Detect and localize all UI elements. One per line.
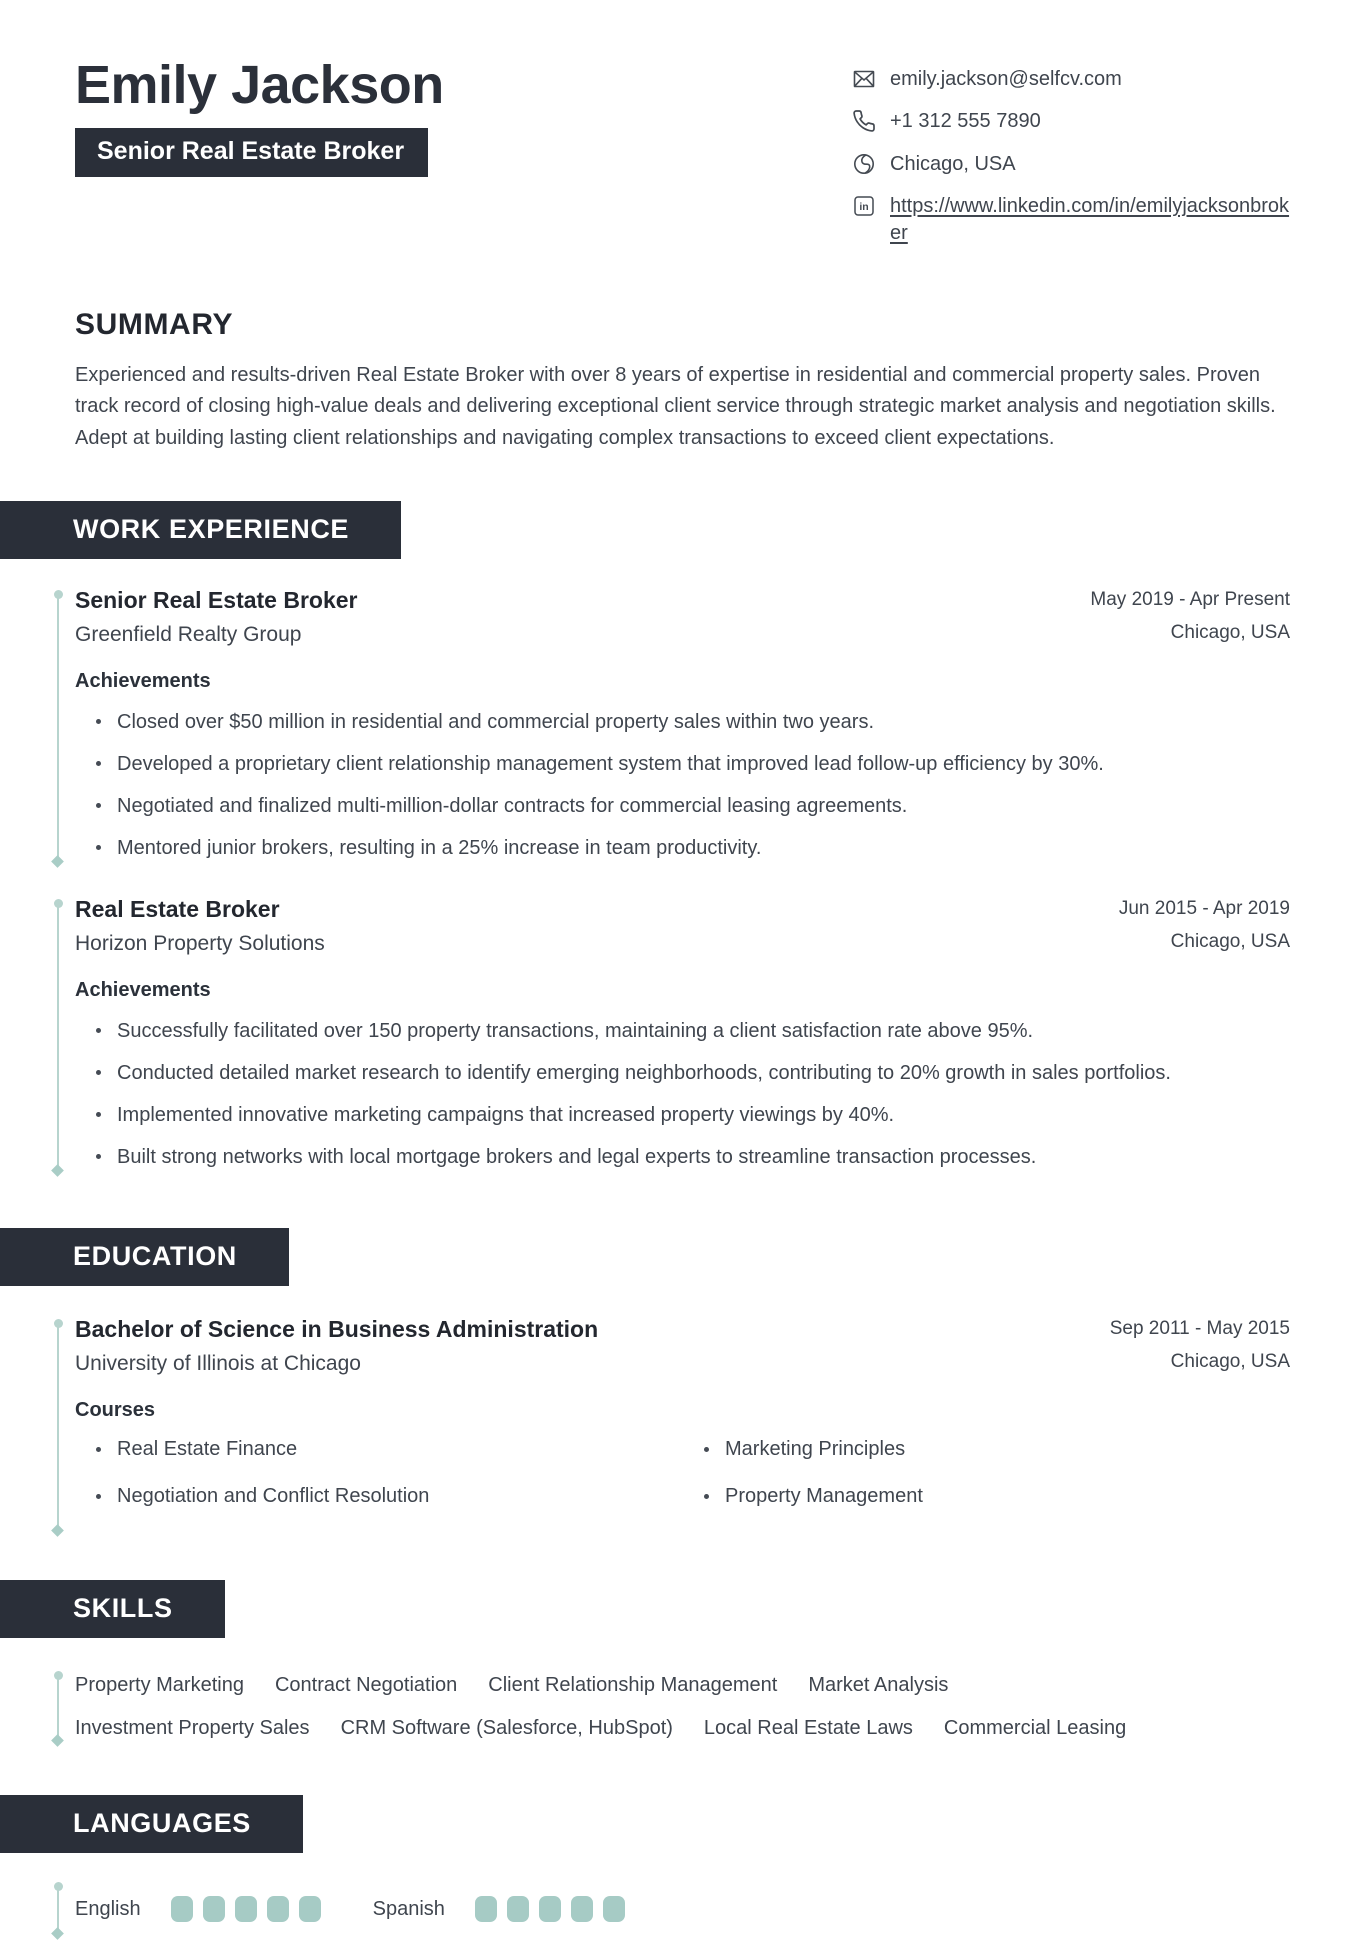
achievements-list: [75, 708, 1290, 863]
contact-phone: +1 312 555 7890: [890, 110, 1041, 133]
envelope-icon: [852, 67, 876, 91]
achievement-item: Successfully facilitated over 150 property transactions, maintaining a client satisfaction rate above 95%.: [117, 1017, 1290, 1046]
job-entry-senior-broker: [75, 587, 1290, 863]
summary-heading: SUMMARY: [75, 307, 234, 341]
timeline-accent: [57, 1678, 59, 1736]
course-item: Negotiation and Conflict Resolution: [75, 1485, 683, 1508]
education-header: [75, 1316, 1290, 1376]
degree-title: Bachelor of Science in Business Administration: [75, 1316, 599, 1343]
identity-block: [75, 54, 444, 262]
job-entry-broker: [75, 896, 1290, 1172]
language-name: English: [75, 1897, 141, 1920]
achievement-item: Closed over $50 million in residential and commercial property sales within two years.: [117, 708, 1290, 737]
achievement-item: Developed a proprietary client relationship management system that improved lead follow-up efficiency by 30%.: [117, 750, 1290, 779]
education-dates: Sep 2011 - May 2015: [1109, 1318, 1290, 1340]
person-name: Emily Jackson: [75, 55, 444, 115]
language-level-english: [171, 1896, 321, 1922]
skill-item: Market Analysis: [808, 1674, 949, 1697]
job-title: Real Estate Broker: [75, 896, 280, 923]
skill-item: CRM Software (Salesforce, HubSpot): [340, 1717, 673, 1740]
timeline-accent: [57, 597, 59, 857]
level-square: [171, 1896, 193, 1922]
skill-item: Local Real Estate Laws: [703, 1717, 913, 1740]
level-square: [571, 1896, 593, 1922]
education-section: [0, 1228, 1350, 1532]
job-header: [75, 896, 1290, 956]
job-dates: May 2019 - Apr Present: [1090, 589, 1290, 611]
level-square: [267, 1896, 289, 1922]
languages-heading: LANGUAGES: [0, 1795, 303, 1853]
course-item: Property Management: [683, 1485, 1290, 1508]
achievement-item: Conducted detailed market research to identify emerging neighborhoods, contributing to 20% growth in sales portfolios.: [117, 1059, 1290, 1088]
timeline-accent: [57, 1326, 59, 1526]
skill-item: Client Relationship Management: [488, 1674, 778, 1697]
job-company: Greenfield Realty Group: [75, 623, 302, 647]
timeline-accent: [57, 906, 59, 1166]
level-square: [603, 1896, 625, 1922]
skill-item: Contract Negotiation: [274, 1674, 458, 1697]
education-entry: [75, 1316, 1290, 1532]
contact-phone-row: [852, 108, 1290, 134]
language-name: Spanish: [372, 1897, 445, 1920]
language-item-english: [75, 1896, 321, 1922]
summary-text: Experienced and results-driven Real Estate Broker with over 8 years of expertise in residential and commercial property sales. Proven track record of closing high-value deals and delivering exceptional client service through strategic market analysis and negotiation skills. Adept at building lasting client relationships and navigating complex transactions to exceed client expectations.: [75, 363, 1276, 449]
job-location: Chicago, USA: [1170, 622, 1290, 644]
achievement-item: Implemented innovative marketing campaigns that increased property viewings by 40%.: [117, 1101, 1290, 1130]
level-square: [299, 1896, 321, 1922]
skill-item: Commercial Leasing: [943, 1717, 1127, 1740]
contact-email: emily.jackson@selfcv.com: [890, 68, 1122, 90]
job-location: Chicago, USA: [1170, 931, 1290, 953]
level-square: [539, 1896, 561, 1922]
globe-icon: [852, 152, 876, 176]
contact-block: [852, 54, 1290, 262]
job-header: [75, 587, 1290, 647]
work-experience-section: [0, 501, 1350, 1172]
achievement-item: Mentored junior brokers, resulting in a 25% increase in team productivity.: [117, 834, 1290, 863]
svg-text:in: in: [859, 201, 869, 214]
contact-linkedin-row: [852, 193, 1290, 246]
job-title-badge: Senior Real Estate Broker: [75, 128, 428, 177]
courses-list: [75, 1438, 1290, 1532]
achievements-label: Achievements: [75, 979, 211, 1002]
skill-item: Property Marketing: [75, 1674, 244, 1697]
contact-location-row: [852, 151, 1290, 177]
contact-location: Chicago, USA: [890, 152, 1016, 175]
job-dates: Jun 2015 - Apr 2019: [1118, 898, 1290, 920]
skills-heading: SKILLS: [0, 1580, 225, 1638]
achievements-label: Achievements: [75, 670, 211, 693]
linkedin-link[interactable]: https://www.linkedin.com/in/emilyjacksonbroker: [890, 195, 1290, 244]
language-level-spanish: [475, 1896, 625, 1922]
job-title: Senior Real Estate Broker: [75, 587, 358, 614]
contact-email-row: [852, 66, 1290, 92]
education-heading: EDUCATION: [0, 1228, 289, 1286]
languages-list: [75, 1889, 1290, 1929]
header: [0, 0, 1350, 262]
language-item-spanish: [373, 1896, 625, 1922]
course-item: Real Estate Finance: [75, 1438, 683, 1461]
level-square: [203, 1896, 225, 1922]
skills-list: [75, 1674, 1290, 1740]
level-square: [475, 1896, 497, 1922]
job-company: Horizon Property Solutions: [75, 932, 325, 956]
linkedin-icon: [852, 194, 876, 218]
phone-icon: [852, 109, 876, 133]
courses-label: Courses: [75, 1399, 156, 1422]
achievement-item: Built strong networks with local mortgage brokers and legal experts to streamline transaction processes.: [117, 1143, 1290, 1172]
course-item: Marketing Principles: [683, 1438, 1290, 1461]
summary-section: [75, 308, 1290, 454]
work-experience-heading: WORK EXPERIENCE: [0, 501, 401, 559]
school-name: University of Illinois at Chicago: [75, 1352, 361, 1376]
education-location: Chicago, USA: [1170, 1351, 1290, 1373]
skill-item: Investment Property Sales: [75, 1717, 310, 1740]
level-square: [235, 1896, 257, 1922]
achievement-item: Negotiated and finalized multi-million-dollar contracts for commercial leasing agreements.: [117, 792, 1290, 821]
languages-section: [0, 1795, 1350, 1929]
achievements-list: [75, 1017, 1290, 1172]
level-square: [507, 1896, 529, 1922]
timeline-accent: [57, 1889, 59, 1929]
skills-section: [0, 1580, 1350, 1740]
